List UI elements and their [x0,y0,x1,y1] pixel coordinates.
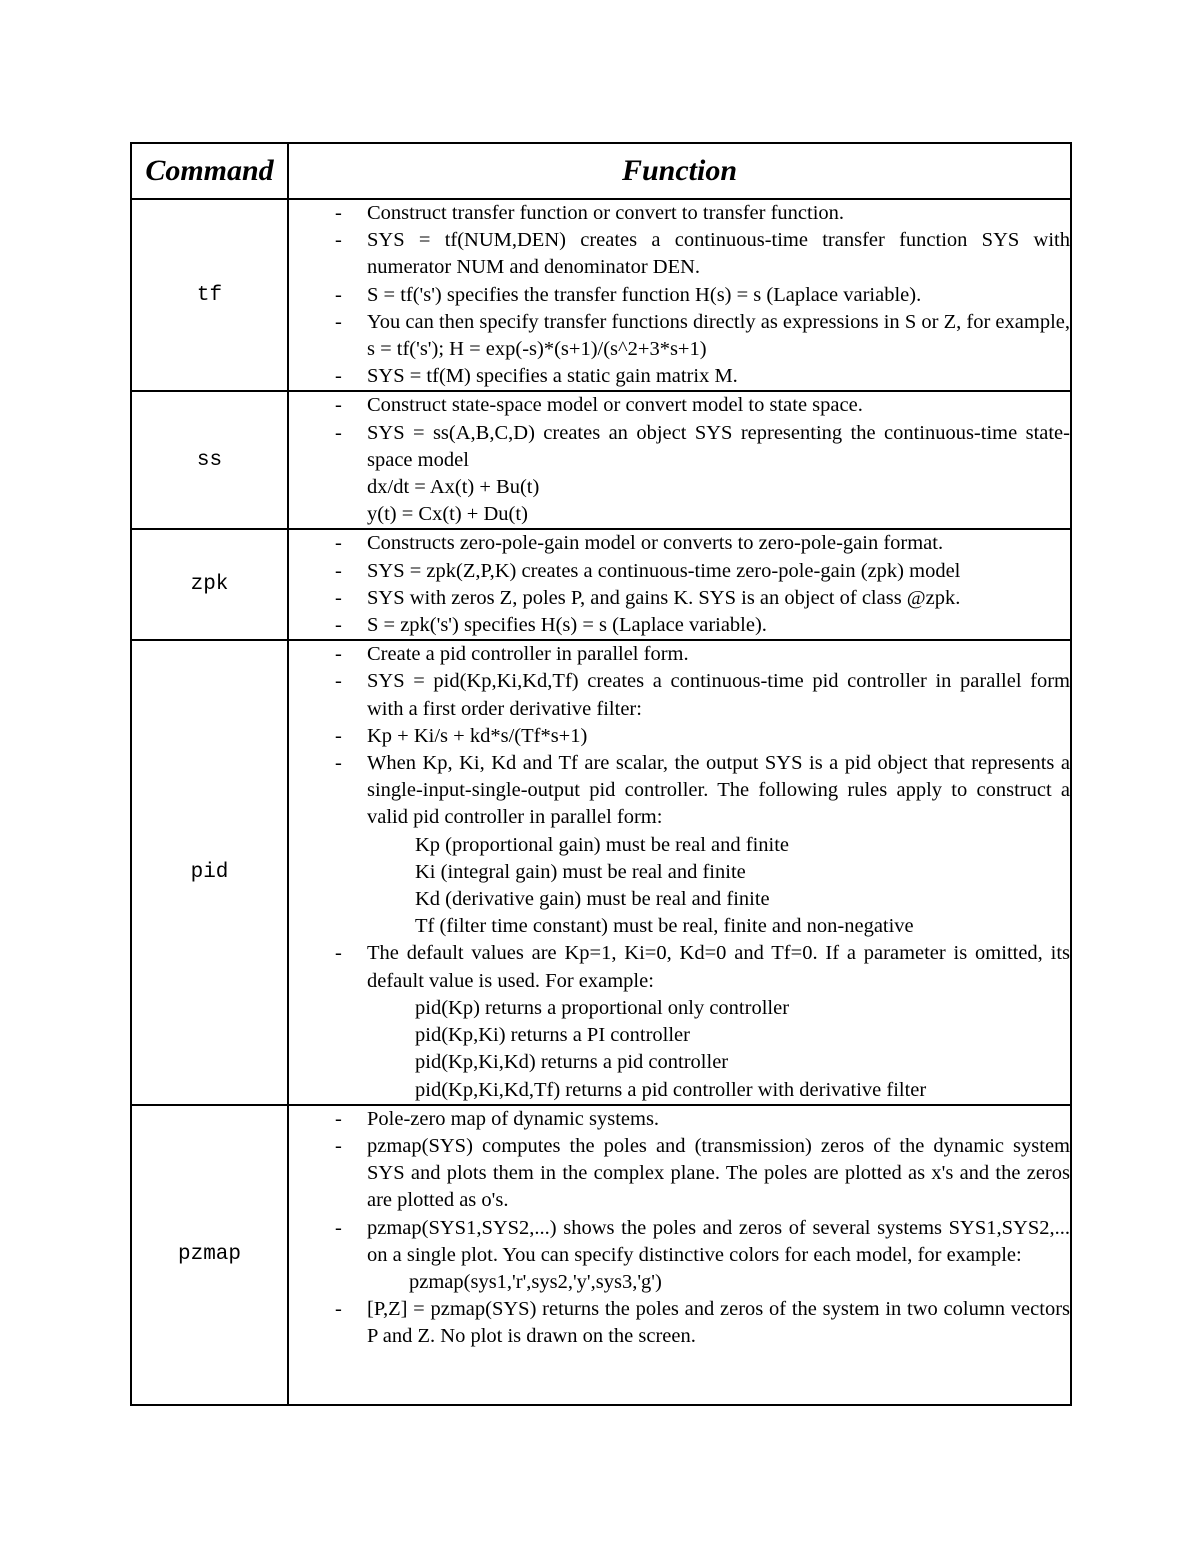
list-item [289,420,1070,529]
table-row [131,199,1071,391]
rule-line: Tf (filter time constant) must be real, finite and non-negative [415,915,914,938]
item-text: - When Kp, Ki, Kd and Tf are scalar, the output SYS is a pid object that represents a single-input-single-output pid controller. The following rules apply to construct a valid pid controller in parallel form: [367,752,1070,829]
function-cell [288,1105,1071,1405]
table-row [131,1105,1071,1405]
example-line: pid(Kp,Ki,Kd,Tf) returns a pid controller with derivative filter [415,1078,927,1101]
table-row [131,529,1071,640]
command-cell: ss [131,391,288,529]
list-item: - S = tf('s') specifies the transfer function H(s) = s (Laplace variable). [289,282,1070,309]
list-item: - Pole-zero map of dynamic systems. [289,1106,1070,1133]
item-text: - SYS = ss(A,B,C,D) creates an object SYS representing the continuous-time state-space model [367,421,1070,471]
list-item: - [P,Z] = pzmap(SYS) returns the poles and zeros of the system in two column vectors P and Z. No plot is drawn on the screen. [289,1296,1070,1350]
item-text: - pzmap(SYS1,SYS2,...) shows the poles and zeros of several systems SYS1,SYS2,... on a single plot. You can specify distinctive colors for each model, for example: [367,1216,1070,1266]
list-item: - SYS = zpk(Z,P,K) creates a continuous-time zero-pole-gain (zpk) model [289,558,1070,585]
list-item: - SYS = pid(Kp,Ki,Kd,Tf) creates a continuous-time pid controller in parallel form with a first order derivative filter: [289,668,1070,722]
equation-line: y(t) = Cx(t) + Du(t) [367,503,528,526]
table-row [131,640,1071,1104]
command-cell: zpk [131,529,288,640]
command-cell: pzmap [131,1105,288,1405]
list-item [289,940,1070,1103]
example-line: pzmap(sys1,'r',sys2,'y',sys3,'g') [409,1270,662,1293]
table-row [131,391,1071,529]
example-line: pid(Kp,Ki) returns a PI controller [415,1024,690,1047]
list-item: - S = zpk('s') specifies H(s) = s (Laplace variable). [289,612,1070,639]
list-item: - Constructs zero-pole-gain model or converts to zero-pole-gain format. [289,530,1070,557]
function-cell [288,391,1071,529]
list-item: - You can then specify transfer functions directly as expressions in S or Z, for example, s = tf('s'); H = exp(-s)*(s+1)/(s^2+3*s+1) [289,309,1070,363]
command-cell: pid [131,640,288,1104]
command-cell: tf [131,199,288,391]
list-item: - SYS = tf(NUM,DEN) creates a continuous-time transfer function SYS with numerator NUM and denominator DEN. [289,227,1070,281]
example-line: pid(Kp) returns a proportional only controller [415,996,790,1019]
list-item: - Construct state-space model or convert model to state space. [289,392,1070,419]
list-item: - Create a pid controller in parallel form. [289,641,1070,668]
function-cell [288,199,1071,391]
list-item: - Construct transfer function or convert to transfer function. [289,200,1070,227]
list-item [289,1215,1070,1297]
list-item: - SYS with zeros Z, poles P, and gains K. SYS is an object of class @zpk. [289,585,1070,612]
list-item: - SYS = tf(M) specifies a static gain matrix M. [289,363,1070,390]
function-cell [288,529,1071,640]
command-table [130,142,1072,1406]
header-row [131,143,1071,199]
equation-line: dx/dt = Ax(t) + Bu(t) [367,476,540,499]
rule-line: Kp (proportional gain) must be real and finite [415,833,790,856]
function-column-header: Function [288,143,1071,199]
item-text: - The default values are Kp=1, Ki=0, Kd=0 and Tf=0. If a parameter is omitted, its default value is used. For example: [367,942,1070,992]
example-line: pid(Kp,Ki,Kd) returns a pid controller [415,1051,729,1074]
list-item [289,750,1070,940]
list-item: - Kp + Ki/s + kd*s/(Tf*s+1) [289,723,1070,750]
command-column-header: Command [131,143,288,199]
rule-line: Ki (integral gain) must be real and finite [415,860,746,883]
rule-line: Kd (derivative gain) must be real and finite [415,888,770,911]
list-item: - pzmap(SYS) computes the poles and (transmission) zeros of the dynamic system SYS and plots them in the complex plane. The poles are plotted as x's and the zeros are plotted as o's. [289,1133,1070,1215]
function-cell [288,640,1071,1104]
